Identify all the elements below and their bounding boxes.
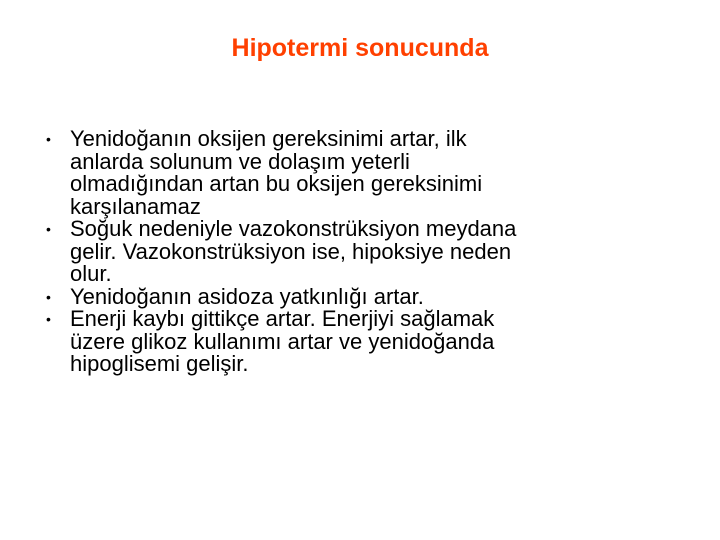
- bullet-text: Soğuk nedeniyle vazokonstrüksiyon meydana gelir. Vazokonstrüksiyon ise, hipoksiye neden olur.: [70, 216, 517, 286]
- slide-title: Hipotermi sonucunda: [231, 34, 489, 62]
- bullet-item: [46, 283, 666, 309]
- bullet-dot-icon: •: [46, 288, 51, 305]
- bullet-list: [46, 128, 666, 376]
- bullet-text: Yenidoğanın asidoza yatkınlığı artar.: [70, 283, 424, 309]
- bullet-item: [46, 128, 666, 218]
- bullet-dot-icon: •: [46, 131, 51, 147]
- bullet-item: [46, 308, 666, 376]
- bullet-text: Yenidoğanın oksijen gereksinimi artar, ilk anlarda solunum ve dolaşım yeterli olmadığından artan bu oksijen gereksinimi karşılanamaz: [70, 126, 483, 219]
- bullet-item: [46, 218, 666, 286]
- bullet-dot-icon: •: [46, 221, 51, 237]
- bullet-text: Enerji kaybı gittikçe artar. Enerjiyi sağlamak üzere glikoz kullanımı artar ve yenidoğanda hipoglisemi gelişir.: [70, 306, 495, 376]
- bullet-dot-icon: •: [46, 311, 51, 327]
